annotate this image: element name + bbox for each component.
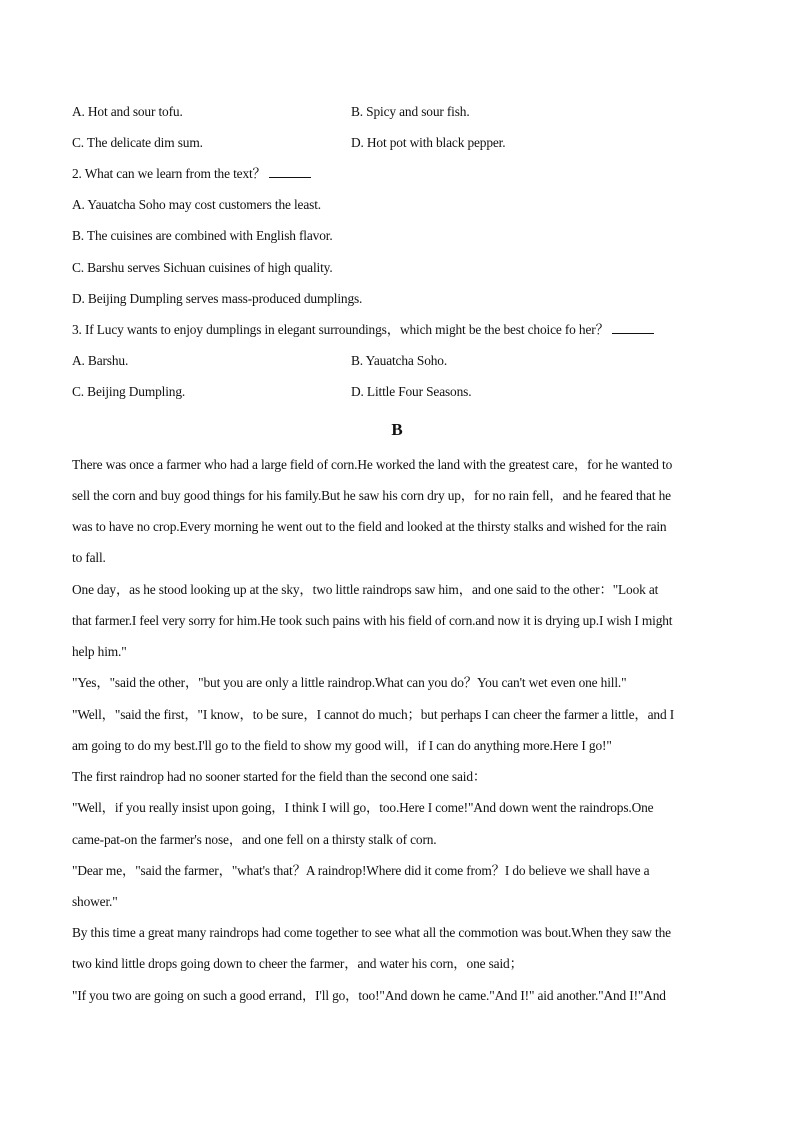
passage-line: There was once a farmer who had a large field of corn.He worked the land with the greatest care，for he wanted to	[72, 457, 673, 472]
section-heading: B	[391, 420, 403, 439]
passage-line: was to have no crop.Every morning he went out to the field and looked at the thirsty stalks and wished for the rain	[72, 519, 667, 534]
q1-option-d: D. Hot pot with black pepper.	[351, 135, 506, 150]
q2-option-a: A. Yauatcha Soho may cost customers the least.	[72, 197, 321, 212]
passage-line: The first raindrop had no sooner started for the field than the second one said：	[72, 769, 487, 784]
passage-line: "Well，if you really insist upon going，I think I will go，too.Here I come!"And down went the raindrops.One	[72, 800, 654, 815]
q3-stem-line	[72, 321, 654, 339]
passage-line: "If you two are going on such a good errand，I'll go，too!"And down he came."And I!" aid another."And I!"And	[72, 988, 666, 1003]
passage-line: "Yes，"said the other，"but you are only a little raindrop.What can you do？You can't wet even one hill."	[72, 675, 627, 690]
passage-line: came-pat-on the farmer's nose，and one fell on a thirsty stalk of corn.	[72, 832, 437, 847]
passage-line: sell the corn and buy good things for his family.But he saw his corn dry up，for no rain fell，and he feared that he	[72, 488, 671, 503]
answer-blank	[612, 321, 654, 334]
q3-option-a: A. Barshu.	[72, 353, 129, 368]
q2-option-b: B. The cuisines are combined with English flavor.	[72, 228, 333, 243]
q3-option-c: C. Beijing Dumpling.	[72, 384, 186, 399]
q3-option-d: D. Little Four Seasons.	[351, 384, 472, 399]
q3-stem: 3. If Lucy wants to enjoy dumplings in elegant surroundings，which might be the best choice fo her？	[72, 322, 609, 337]
passage-line: help him."	[72, 644, 127, 659]
q2-stem: 2. What can we learn from the text？	[72, 166, 266, 181]
passage-line: By this time a great many raindrops had come together to see what all the commotion was bout.When they saw the	[72, 925, 671, 940]
q1-option-c: C. The delicate dim sum.	[72, 135, 203, 150]
q1-option-a: A. Hot and sour tofu.	[72, 104, 183, 119]
q2-stem-line	[72, 165, 311, 183]
q2-option-d: D. Beijing Dumpling serves mass-produced dumplings.	[72, 291, 363, 306]
passage-line: two kind little drops going down to cheer the farmer，and water his corn，one said；	[72, 956, 523, 971]
passage-line: One day，as he stood looking up at the sky，two little raindrops saw him，and one said to the other："Look at	[72, 582, 659, 597]
passage-line: "Well，"said the first，"I know，to be sure，I cannot do much；but perhaps I can cheer the farmer a little，and I	[72, 707, 675, 722]
passage-line: "Dear me，"said the farmer，"what's that？A raindrop!Where did it come from？I do believe we shall have a	[72, 863, 650, 878]
passage-line: that farmer.I feel very sorry for him.He took such pains with his field of corn.and now it is drying up.I wish I might	[72, 613, 673, 628]
q3-option-b: B. Yauatcha Soho.	[351, 353, 448, 368]
q2-option-c: C. Barshu serves Sichuan cuisines of high quality.	[72, 260, 333, 275]
q1-option-b: B. Spicy and sour fish.	[351, 104, 470, 119]
passage-line: to fall.	[72, 550, 106, 565]
answer-blank	[269, 165, 311, 178]
passage-line: am going to do my best.I'll go to the field to show my good will，if I can do anything more.Here I go!"	[72, 738, 612, 753]
passage-line: shower."	[72, 894, 118, 909]
